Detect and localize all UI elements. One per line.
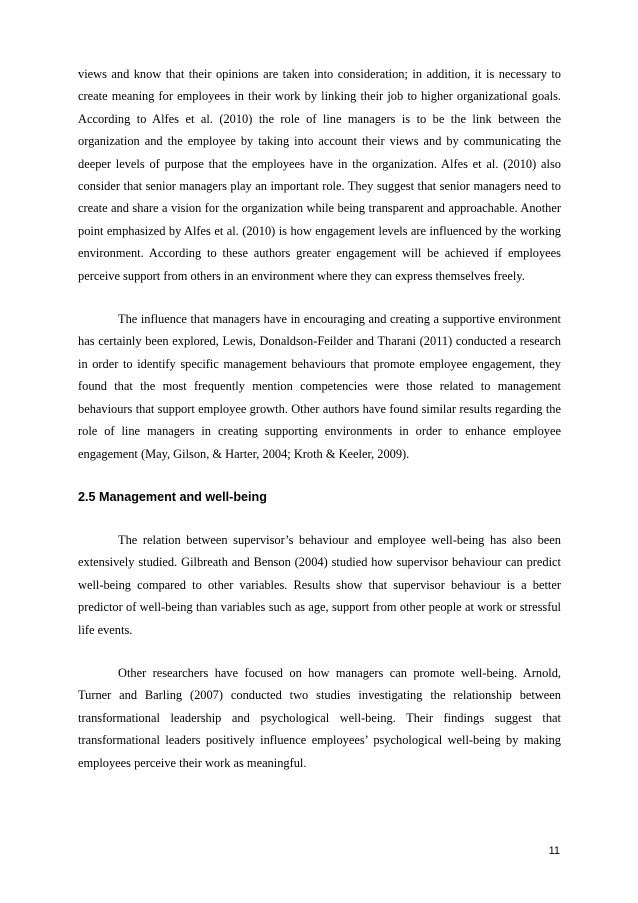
paragraph-transformational-leadership: Other researchers have focused on how managers can promote well-being. Arnold, Turner and Barling (2007) conducted two studies investigating the relationship between transformational leadership and psychological well-being. Their findings suggest that transformational leaders positively influence employees’ psychological well-being by making employees perceive their work as meaningful. [78, 665, 561, 770]
paragraph-gap [78, 508, 561, 529]
page-number: 11 [548, 845, 560, 857]
section-heading: 2.5 Management and well-being [78, 489, 267, 504]
paragraph-gap [78, 641, 561, 662]
paragraph-supervisor-behaviour: The relation between supervisor’s behaviour and employee well-being has also been extensively studied. Gilbreath and Benson (2004) studied how supervisor behaviour can predict well-being compared to other variables. Results show that supervisor behaviour is a better predictor of well-being than variables such as age, support from other people at work or stressful life events. [78, 532, 561, 637]
paragraph-gap [78, 465, 561, 486]
paragraph-gap [78, 287, 561, 308]
document-page [78, 63, 561, 774]
paragraph-continued: views and know that their opinions are taken into consideration; in addition, it is necessary to create meaning for employees in their work by linking their job to higher organizational goals. According to Alfes et al. (2010) the role of line managers is to be the link between the organization and the employee by taking into account their views and by communicating the deeper levels of purpose that the employees have in the organization. Alfes et al. (2010) also consider that senior managers play an important role. They suggest that senior managers need to create and share a vision for the organization while being transparent and approachable. Another point emphasized by Alfes et al. (2010) is how engagement levels are influenced by the working environment. According to these authors greater engagement will be achieved if employees perceive support from others in an environment where they can express themselves freely. [78, 67, 561, 283]
paragraph-managers-influence: The influence that managers have in encouraging and creating a supportive environment has certainly been explored, Lewis, Donaldson-Feilder and Tharani (2011) conducted a research in order to identify specific management behaviours that promote employee engagement, they found that the most frequently mention competencies were those related to management behaviours that support employee growth. Other authors have found similar results regarding the role of line managers in creating supporting environments in order to enhance employee engagement (May, Gilson, & Harter, 2004; Kroth & Keeler, 2009). [78, 312, 561, 461]
